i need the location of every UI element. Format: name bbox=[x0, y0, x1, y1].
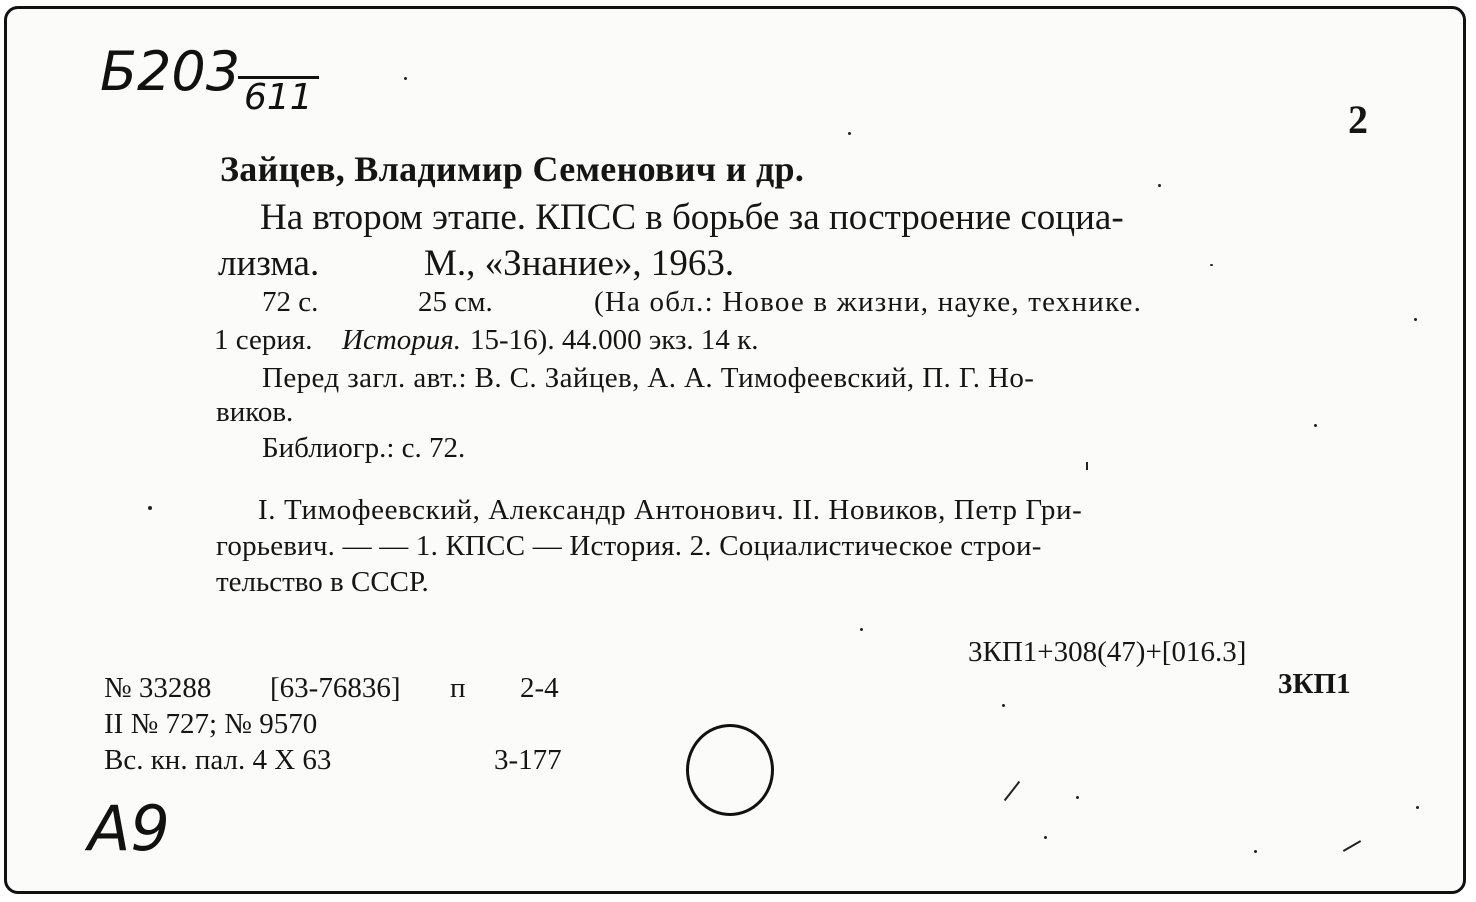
classification-index: 3КП1+308(47)+[016.3] bbox=[968, 636, 1247, 668]
collation-copies-price: 15-16). 44.000 экз. 14 к. bbox=[470, 324, 759, 356]
classification-shelf: 3КП1 bbox=[1278, 668, 1351, 700]
speck bbox=[848, 132, 851, 135]
speck bbox=[1002, 704, 1005, 707]
speck bbox=[1254, 850, 1257, 853]
imprint-chamber-date: Вс. кн. пал. 4 X 63 bbox=[104, 744, 332, 776]
tracing-line-3: тельство в СССР. bbox=[216, 566, 429, 598]
title-line-2a: лизма. bbox=[218, 243, 320, 284]
note-authors-line-1: Перед загл. авт.: В. С. Зайцев, А. А. Тимофеевский, П. Г. Но- bbox=[262, 362, 1035, 394]
collation-series-topic: История. bbox=[342, 324, 461, 356]
speck bbox=[1210, 264, 1213, 266]
collation-size: 25 см. bbox=[418, 286, 493, 318]
imprint-record-range: 2-4 bbox=[520, 672, 559, 704]
title-line-1: На втором этапе. КПСС в борьбе за построение социа- bbox=[260, 197, 1124, 238]
collation-series-number: 1 серия. bbox=[214, 324, 313, 356]
handwritten-shelfmark-sub: 611 bbox=[238, 76, 319, 117]
speck bbox=[1314, 424, 1317, 427]
imprint-record-letter: п bbox=[450, 672, 466, 704]
note-bibliography: Библиогр.: с. 72. bbox=[262, 432, 466, 464]
speck bbox=[1416, 806, 1419, 809]
speck bbox=[1044, 836, 1047, 839]
imprint-registry-numbers: II № 727; № 9570 bbox=[104, 708, 318, 740]
author-heading: Зайцев, Владимир Семенович и др. bbox=[220, 149, 805, 189]
tracing-line-1: I. Тимофеевский, Александр Антонович. II. Новиков, Петр Гри- bbox=[258, 494, 1083, 526]
speck bbox=[148, 506, 152, 510]
handwritten-shelfmark: Б203 bbox=[100, 40, 241, 103]
handwritten-mark-bottom: А9 bbox=[88, 792, 170, 865]
speck bbox=[1086, 462, 1088, 470]
circle-stamp bbox=[686, 724, 774, 816]
speck bbox=[404, 77, 407, 80]
imprint-order-number: 3-177 bbox=[494, 744, 562, 776]
card-number: 2 bbox=[1348, 97, 1368, 142]
speck bbox=[1076, 796, 1079, 799]
imprint-record-number: № 33288 bbox=[104, 672, 212, 704]
imprint-record-code: [63-76836] bbox=[270, 672, 401, 704]
speck bbox=[1158, 184, 1161, 187]
speck bbox=[860, 628, 863, 631]
note-authors-line-2: виков. bbox=[216, 396, 294, 428]
collation-series-cover: (На обл.: Новое в жизни, науке, технике. bbox=[594, 286, 1143, 318]
title-line-2b: М., «Знание», 1963. bbox=[424, 243, 735, 284]
speck bbox=[1414, 318, 1417, 321]
collation-pages: 72 с. bbox=[262, 286, 319, 318]
tracing-line-2: горьевич. — — 1. КПСС — История. 2. Социалистическое строи- bbox=[216, 530, 1042, 562]
